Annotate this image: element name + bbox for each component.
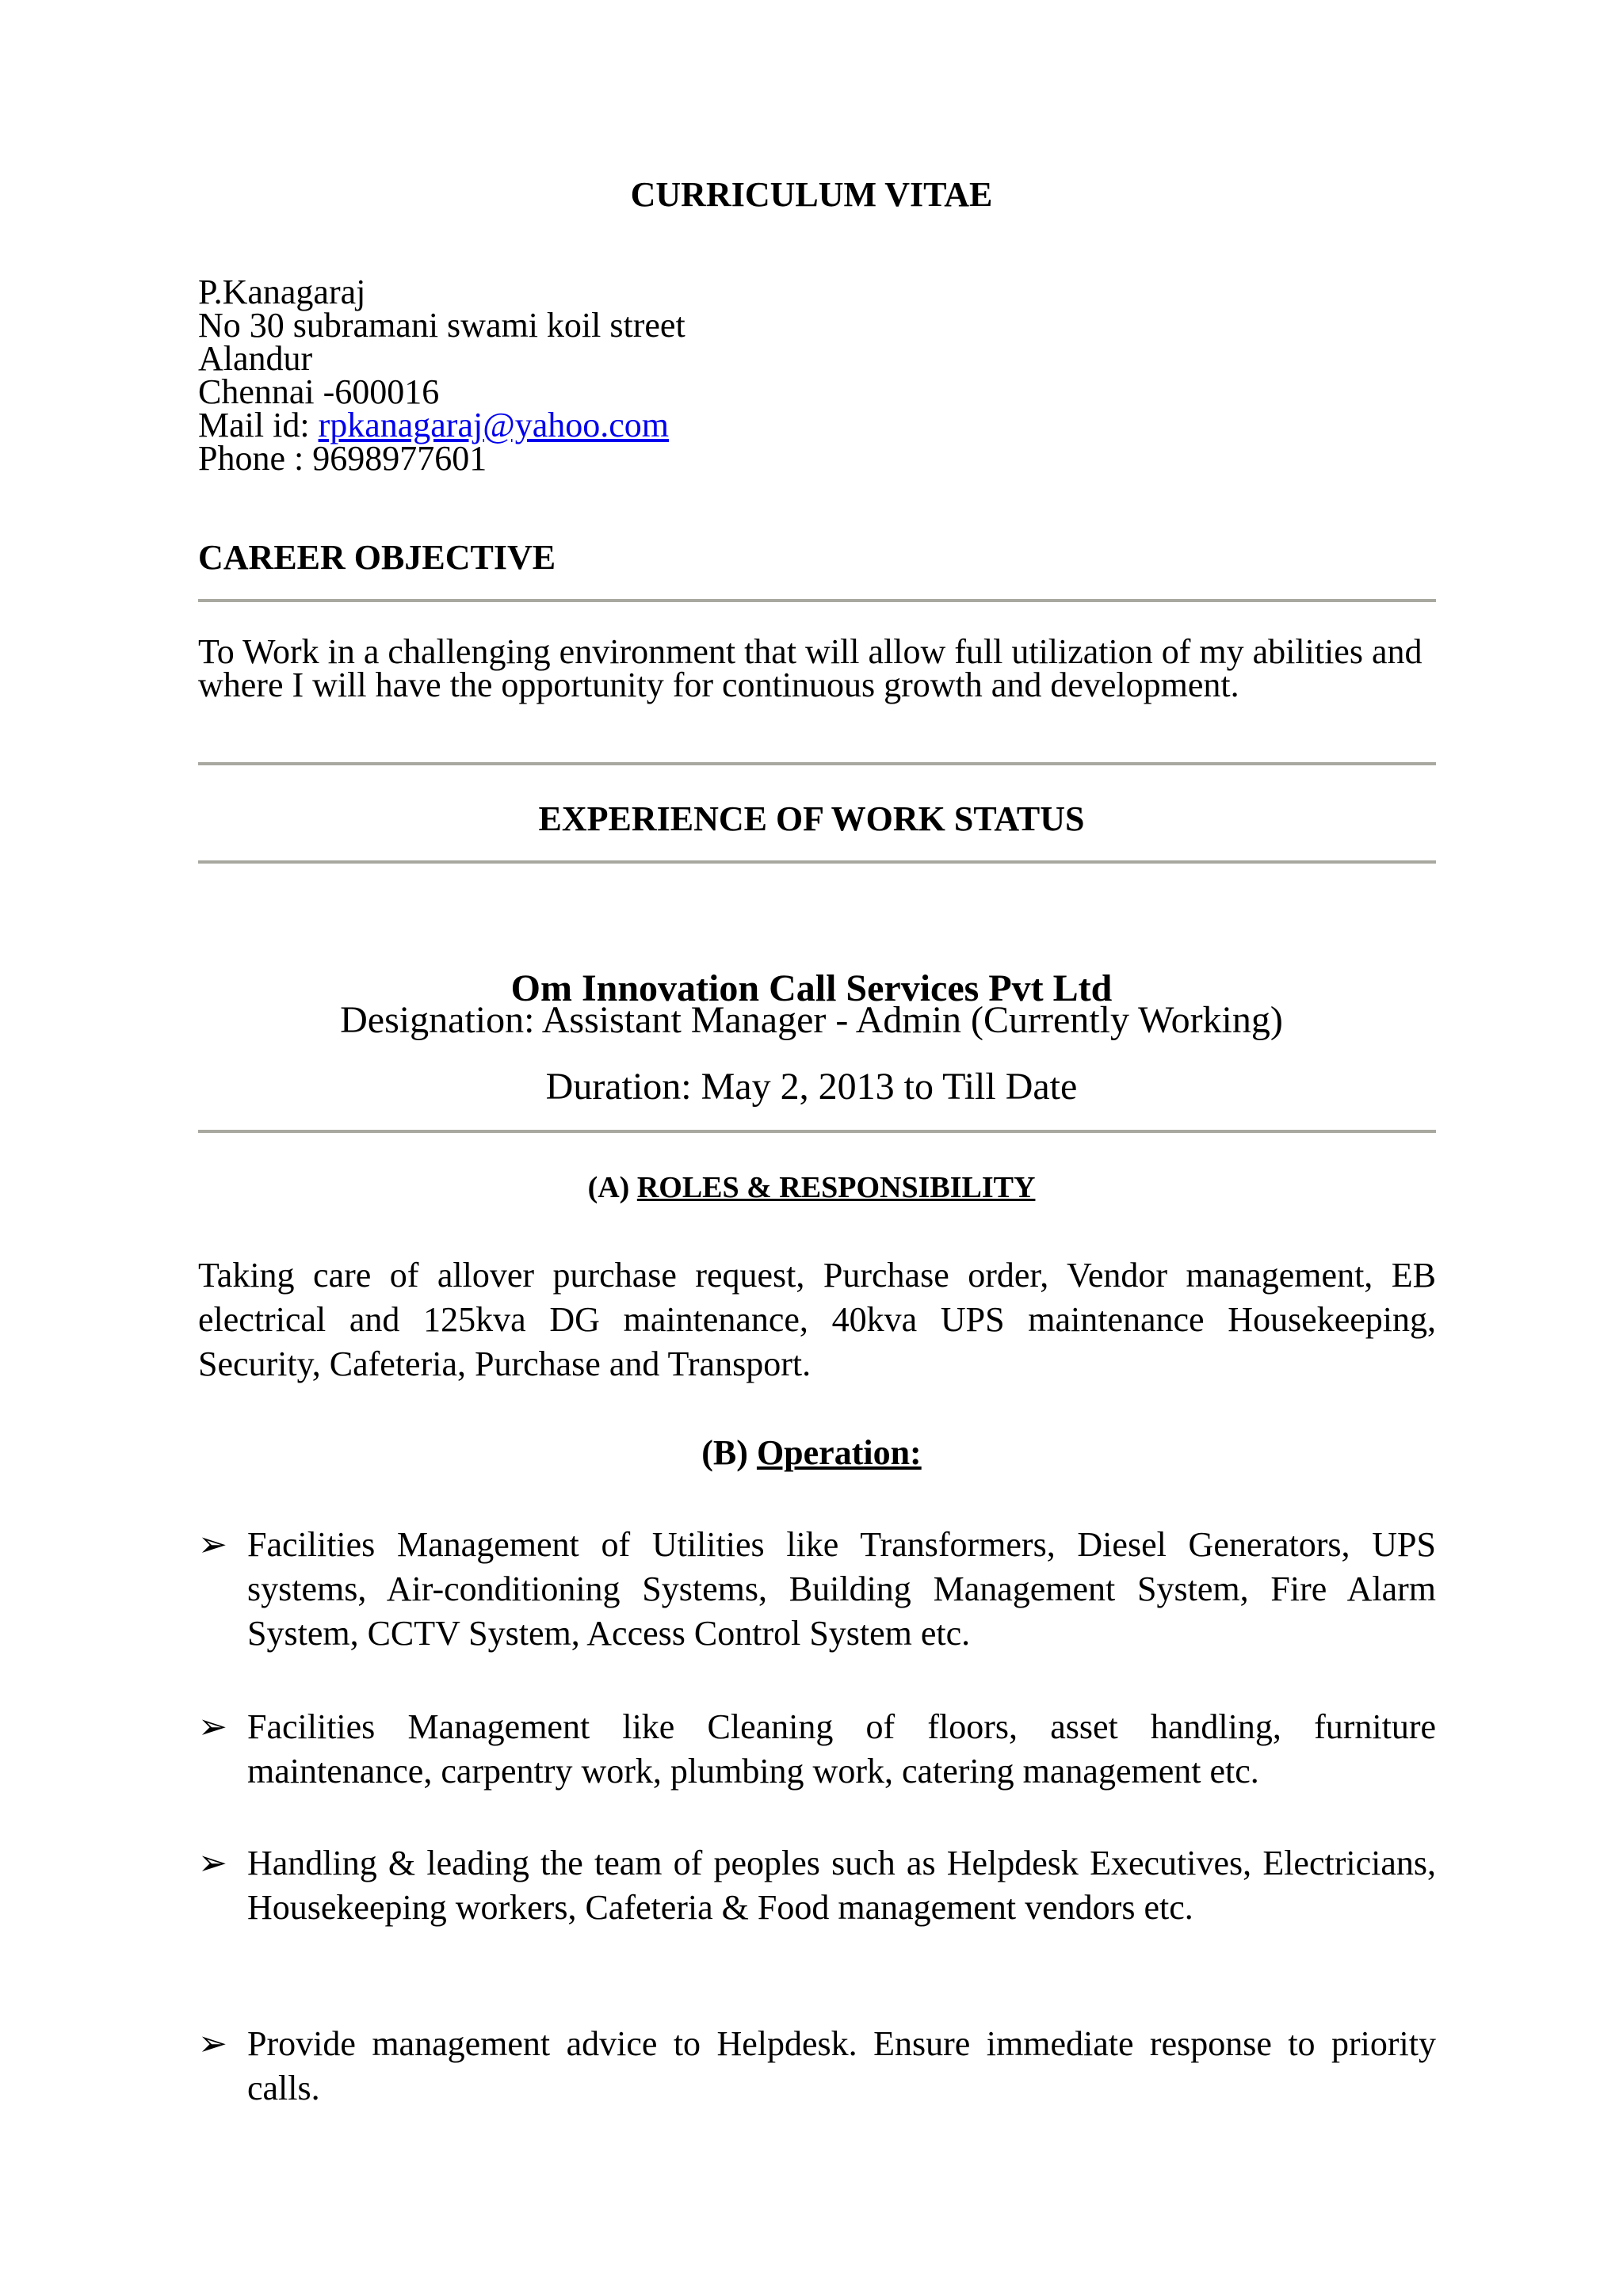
contact-name: P.Kanagaraj xyxy=(198,273,366,311)
address-line-3: Chennai -600016 xyxy=(198,372,440,411)
divider xyxy=(198,762,1436,765)
operation-item-2: Facilities Management like Cleaning of floors, asset handling, furniture maintenance, carpentry work, plumbing work, catering management etc. xyxy=(247,1707,1436,1791)
divider xyxy=(198,1130,1436,1133)
company-name: Om Innovation Call Services Pvt Ltd xyxy=(510,967,1113,1009)
bullet-arrow-icon: ➢ xyxy=(198,1707,227,1746)
operation-prefix: (B) xyxy=(701,1433,757,1472)
roles-title: ROLES & RESPONSIBILITY xyxy=(636,1171,1036,1204)
operation-item-4: Provide management advice to Helpdesk. Ensure immediate response to priority calls. xyxy=(247,2024,1436,2107)
list-item xyxy=(198,1705,1436,1794)
roles-heading xyxy=(0,1168,1623,1207)
operation-title: Operation: xyxy=(756,1433,922,1472)
operation-item-1: Facilities Management of Utilities like Transformers, Diesel Generators, UPS systems, Air-conditioning Systems, Building Management System, Fire Alarm System, CCTV System, Access Control System etc. xyxy=(247,1525,1436,1653)
roles-prefix: (A) xyxy=(587,1171,637,1204)
list-item xyxy=(198,2022,1436,2111)
bullet-arrow-icon: ➢ xyxy=(198,2024,227,2063)
career-objective-text: To Work in a challenging environment that will allow full utilization of my abilities and where I will have the opportunity for continuous growth and development. xyxy=(198,632,1423,704)
career-objective-heading: CAREER OBJECTIVE xyxy=(198,538,556,577)
duration: Duration: May 2, 2013 to Till Date xyxy=(545,1066,1078,1108)
address-line-1: No 30 subramani swami koil street xyxy=(198,306,685,345)
address-line-2: Alandur xyxy=(198,339,313,378)
email-link[interactable]: rpkanagaraj@yahoo.com xyxy=(318,406,670,444)
list-item xyxy=(198,1523,1436,1656)
mail-line xyxy=(198,406,685,444)
designation: Designation: Assistant Manager - Admin (Currently Working) xyxy=(340,999,1283,1041)
roles-text: Taking care of allover purchase request, Purchase order, Vendor management, EB electrical and 125kva DG maintenance, 40kva UPS maintenance Housekeeping, Security, Cafeteria, Purchase and Transport. xyxy=(198,1256,1436,1383)
operation-item-3: Handling & leading the team of peoples such as Helpdesk Executives, Electricians, Housekeeping workers, Cafeteria & Food management vendors etc. xyxy=(247,1844,1436,1927)
experience-heading: EXPERIENCE OF WORK STATUS xyxy=(538,799,1085,838)
contact-block xyxy=(198,273,685,478)
document-title: CURRICULUM VITAE xyxy=(630,175,993,214)
divider xyxy=(198,860,1436,864)
phone-line: Phone : 9698977601 xyxy=(198,439,487,478)
bullet-arrow-icon: ➢ xyxy=(198,1844,227,1882)
mail-label: Mail id: xyxy=(198,406,319,444)
divider xyxy=(198,599,1436,602)
list-item xyxy=(198,1841,1436,1930)
operation-heading xyxy=(0,1431,1623,1475)
bullet-arrow-icon: ➢ xyxy=(198,1525,227,1564)
